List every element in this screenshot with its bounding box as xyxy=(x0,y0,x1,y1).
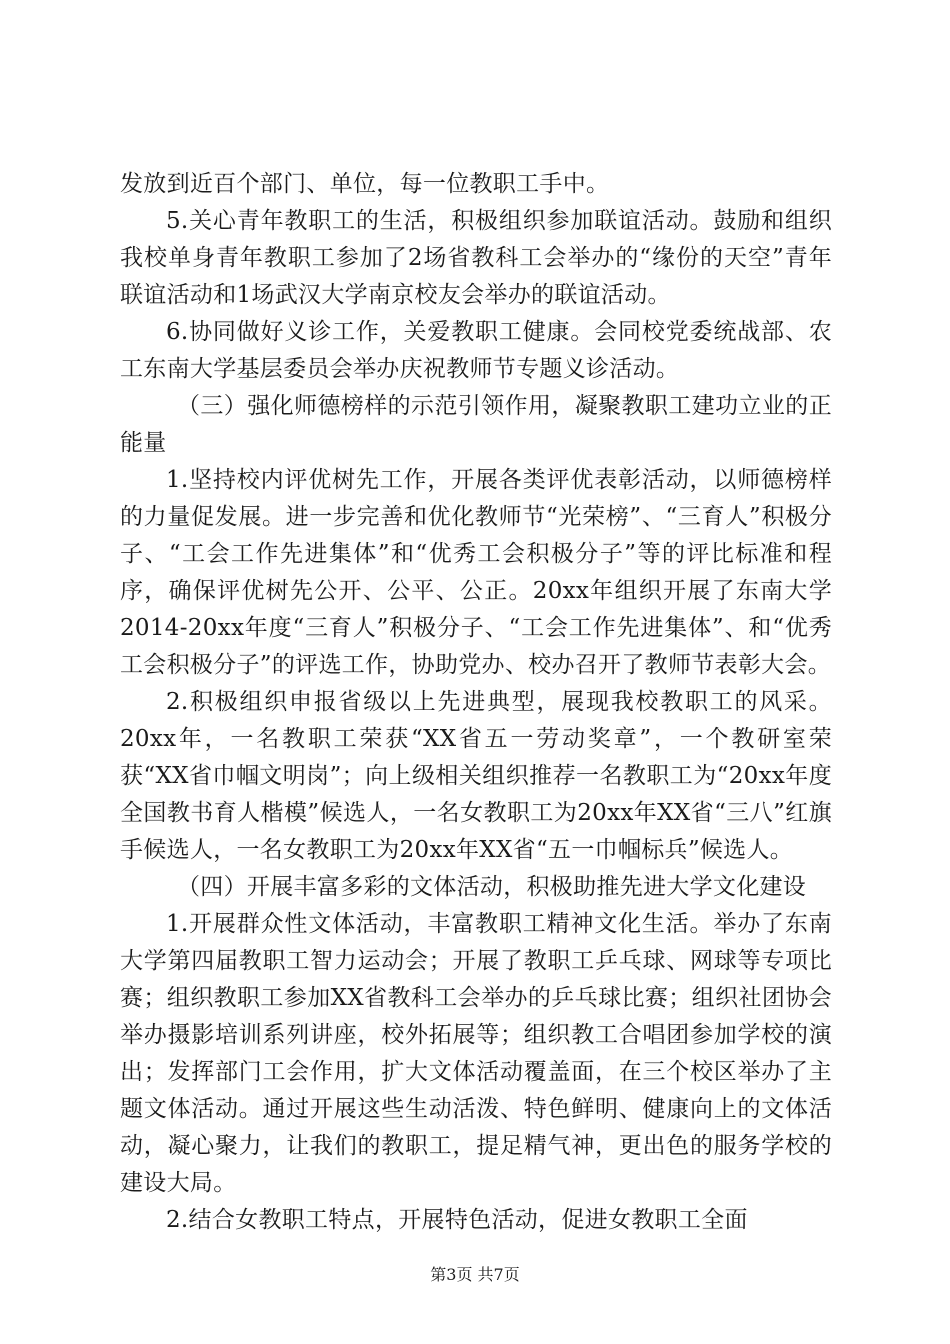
paragraph-item-4-2: 2.结合女教职工特点，开展特色活动，促进女教职工全面 xyxy=(166,1207,748,1233)
paragraph-item-5: 5.关心青年教职工的生活，积极组织参加联谊活动。鼓励和组织我校单身青年教职工参加了2场省教科工会举办的“缘份的天空”青年联谊活动和1场武汉大学南京校友会举办的联谊活动。 xyxy=(120,208,832,308)
paragraph-continuation: 发放到近百个部门、单位，每一位教职工手中。 xyxy=(120,171,610,197)
page-number-footer: 第3页 共7页 xyxy=(430,1265,520,1284)
section-heading-4: （四）开展丰富多彩的文体活动，积极助推先进大学文化建设 xyxy=(177,874,807,900)
paragraph-item-6: 6.协同做好义诊工作，关爱教职工健康。会同校党委统战部、农工东南大学基层委员会举办庆祝教师节专题义诊活动。 xyxy=(120,319,832,382)
paragraph-item-3-2: 2.积极组织申报省级以上先进典型，展现我校教职工的风采。20xx年，一名教职工荣获“XX省五一劳动奖章”，一个教研室荣获“XX省巾帼文明岗”；向上级相关组织推荐一名教职工为“20xx年度全国教书育人楷模”候选人，一名女教职工为20xx年XX省“三八”红旗手候选人，一名女教职工为20xx年XX省“五一巾帼标兵”候选人。 xyxy=(120,689,832,863)
paragraph-item-3-1: 1.坚持校内评优树先工作，开展各类评优表彰活动，以师德榜样的力量促发展。进一步完善和优化教师节“光荣榜”、“三育人”积极分子、“工会工作先进集体”和“优秀工会积极分子”等的评比标准和程序，确保评优树先公开、公平、公正。20xx年组织开展了东南大学2014-20xx年度“三育人”积极分子、“工会工作先进集体”、和“优秀工会积极分子”的评选工作，协助党办、校办召开了教师节表彰大会。 xyxy=(120,467,832,678)
paragraph-item-4-1: 1.开展群众性文体活动，丰富教职工精神文化生活。举办了东南大学第四届教职工智力运动会；开展了教职工乒乓球、网球等专项比赛；组织教职工参加XX省教科工会举办的乒乓球比赛；组织社团协会举办摄影培训系列讲座，校外拓展等；组织教工合唱团参加学校的演出；发挥部门工会作用，扩大文体活动覆盖面，在三个校区举办了主题文体活动。通过开展这些生动活泼、特色鲜明、健康向上的文体活动，凝心聚力，让我们的教职工，提足精气神，更出色的服务学校的建设大局。 xyxy=(120,911,832,1196)
document-body xyxy=(120,166,832,1239)
section-heading-3: （三）强化师德榜样的示范引领作用，凝聚教职工建功立业的正能量 xyxy=(120,393,832,456)
